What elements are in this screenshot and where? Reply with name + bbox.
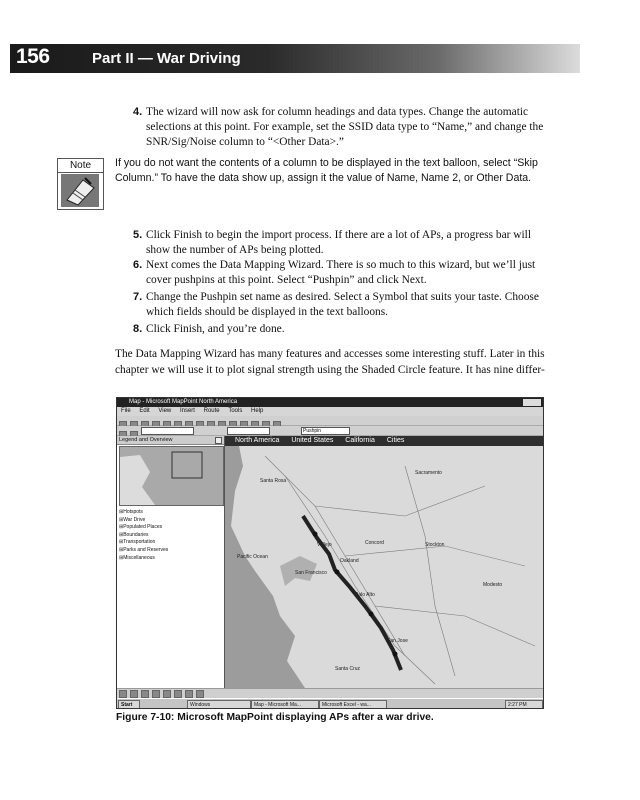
text-icon[interactable] xyxy=(174,690,182,698)
taskbar-item[interactable]: Map - Microsoft Ma... xyxy=(251,700,319,709)
taskbar-clock: 2:27 PM xyxy=(505,700,543,709)
notepad-icon xyxy=(61,174,99,207)
line-icon[interactable] xyxy=(141,690,149,698)
figure-caption-text: Microsoft MapPoint displaying APs after a war drive. xyxy=(177,712,434,723)
ap-marker xyxy=(335,570,340,575)
menu-edit[interactable]: Edit xyxy=(139,408,150,414)
taskbar-item[interactable]: Windows xyxy=(187,700,251,709)
breadcrumb-north-america[interactable]: North America xyxy=(235,437,280,444)
arrow-icon[interactable] xyxy=(130,690,138,698)
map-label: Oakland xyxy=(340,558,359,564)
figure-caption xyxy=(116,712,434,723)
rectangle-icon[interactable] xyxy=(152,690,160,698)
map-label: San Francisco xyxy=(295,570,327,576)
map-label: Pacific Ocean xyxy=(237,554,268,560)
step-number: 4. xyxy=(133,106,143,118)
map-label: Santa Rosa xyxy=(260,478,287,484)
legend-item[interactable]: ⊞ Parks and Reserves xyxy=(119,547,222,555)
legend-item[interactable]: ⊞ Populated Places xyxy=(119,524,222,532)
breadcrumb-california[interactable]: California xyxy=(345,437,375,444)
window-controls[interactable] xyxy=(523,399,541,406)
overview-map-graphic xyxy=(120,447,223,505)
step-text: The wizard will now ask for column headings and data types. Change the automatic selections at this point. For example, set the SSID data type to “Name,” and change the SNR/Sig/Noise column to “<Other Data>.” xyxy=(146,106,544,148)
step-text: Next comes the Data Mapping Wizard. There is so much to this wizard, but we’ll just cover pushpins at this point. Select “Pushpin” and click Next. xyxy=(146,259,536,286)
step-number: 7. xyxy=(133,291,143,303)
navigation-toolbar xyxy=(117,426,543,436)
step-4 xyxy=(133,105,553,150)
breadcrumb-cities[interactable]: Cities xyxy=(386,437,405,444)
step-7 xyxy=(133,290,553,320)
note-text: If you do not want the contents of a column to be displayed in the text balloon, select “Skip Column.” To have the data show up, assign it the value of Name, Name 2, or Other Data. xyxy=(115,157,538,184)
map-label: Concord xyxy=(365,540,384,546)
step-8 xyxy=(133,322,553,337)
map-label: Stockton xyxy=(425,542,445,548)
map-breadcrumb xyxy=(225,436,543,446)
line-color-icon[interactable] xyxy=(196,690,204,698)
close-icon[interactable] xyxy=(215,437,222,444)
step-number: 8. xyxy=(133,323,143,335)
legend-overview-pane xyxy=(117,436,225,694)
step-text: Click Finish, and you’re done. xyxy=(146,323,285,335)
map-view[interactable] xyxy=(225,436,543,698)
legend-item[interactable]: ⊞ Transportation xyxy=(119,539,222,547)
ap-marker xyxy=(393,652,398,657)
menu-route[interactable]: Route xyxy=(203,408,220,414)
body-paragraph: The Data Mapping Wizard has many features and accesses some interesting stuff. Later in this chapter we will use it to plot signal strength using the Shaded Circle feature. It has nine differ- xyxy=(115,348,545,376)
map-canvas xyxy=(225,446,543,688)
legend-item[interactable]: ⊞ Miscellaneous xyxy=(119,555,222,563)
start-button[interactable]: Start xyxy=(118,700,140,709)
figure-label: Figure 7-10: xyxy=(116,712,175,723)
step-number: 5. xyxy=(133,229,143,241)
step-number: 6. xyxy=(133,259,143,271)
draw-icon[interactable] xyxy=(119,690,127,698)
legend-item[interactable]: ⊞ War Drive xyxy=(119,517,222,525)
legend-item[interactable]: ⊞ Hotspots xyxy=(119,509,222,517)
oval-icon[interactable] xyxy=(163,690,171,698)
legend-item[interactable]: ⊞ Boundaries xyxy=(119,532,222,540)
step-5 xyxy=(133,228,553,258)
zoom-slider[interactable] xyxy=(227,427,270,435)
note-box xyxy=(57,158,104,210)
step-text: Click Finish to begin the import process. If there are a lot of APs, a progress bar will show the number of APs being plotted. xyxy=(146,229,531,256)
menu-help[interactable]: Help xyxy=(251,408,264,414)
fill-color-icon[interactable] xyxy=(185,690,193,698)
overview-map[interactable] xyxy=(119,446,224,506)
map-label: Santa Cruz xyxy=(335,666,361,672)
window-titlebar xyxy=(117,398,543,407)
ap-marker xyxy=(369,612,374,617)
page-number: 156 xyxy=(16,45,50,68)
legend-pane-title: Legend and Overview xyxy=(117,436,224,445)
part-title: Part II — War Driving xyxy=(92,50,241,67)
taskbar-item[interactable]: Microsoft Excel - wa... xyxy=(319,700,387,709)
windows-taskbar xyxy=(117,698,543,709)
menu-insert[interactable]: Insert xyxy=(179,408,195,414)
window-title: Map - Microsoft MapPoint North America xyxy=(129,399,238,405)
location-dropdown[interactable] xyxy=(141,427,194,435)
ap-marker xyxy=(313,532,318,537)
menu-view[interactable]: View xyxy=(158,408,172,414)
map-label: Sacramento xyxy=(415,470,442,476)
legend-list xyxy=(119,509,222,562)
menu-tools[interactable]: Tools xyxy=(228,408,243,414)
menu-bar xyxy=(117,407,543,416)
standard-toolbar xyxy=(117,416,543,426)
map-label: Vallejo xyxy=(317,542,332,548)
find-field[interactable]: Pushpin xyxy=(301,427,350,435)
note-label: Note xyxy=(58,159,103,173)
breadcrumb-united-states[interactable]: United States xyxy=(291,437,334,444)
map-label: Modesto xyxy=(483,582,503,588)
menu-file[interactable]: File xyxy=(121,408,131,414)
mappoint-screenshot xyxy=(116,397,544,709)
step-text: Change the Pushpin set name as desired. Select a Symbol that suits your taste. Choose which fields should be displayed in the text balloons. xyxy=(146,291,539,318)
step-6 xyxy=(133,258,553,288)
map-label: San Jose xyxy=(387,638,408,644)
map-label: Palo Alto xyxy=(355,592,375,598)
